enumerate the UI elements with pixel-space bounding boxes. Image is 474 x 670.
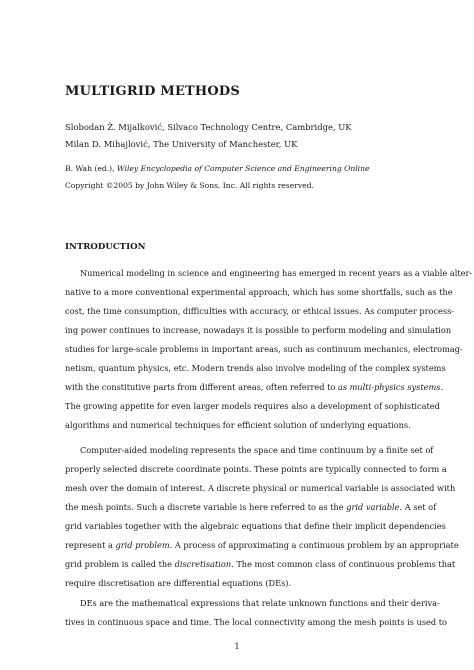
body-line: ing power continues to increase, nowadays it is possible to perform modeling and simulation [65,325,452,335]
body-line: The growing appetite for even larger models requires also a development of sophisticated [65,401,440,411]
citation-editor: B. Wah (ed.), [65,164,117,173]
body-line: grid variables together with the algebraic equations that define their implicit dependencies [65,521,446,531]
author-line: Milan D. Mihajlović, The University of Manchester, UK [65,139,298,149]
body-line: properly selected discrete coordinate points. These points are typically connected to form a [65,464,447,474]
body-line: require discretisation are differential equations (DEs). [65,578,292,588]
body-line: algorithms and numerical techniques for efficient solution of underlying equations. [65,420,411,430]
paper-title: MULTIGRID METHODS [65,84,240,99]
body-line: the mesh points. Such a discrete variable is here referred to as the grid variable. A set of [65,502,437,512]
citation-source: Wiley Encyclopedia of Computer Science and Engineering Online [116,164,370,173]
body-line: with the constitutive parts from different areas, often referred to as multi-physics systems. [65,382,444,392]
page-number: 1 [234,641,240,651]
body-line: studies for large-scale problems in important areas, such as continuum mechanics, electromag- [65,344,463,354]
body-line: tives in continuous space and time. The local connectivity among the mesh points is used to [65,617,447,627]
body-line: represent a grid problem. A process of approximating a continuous problem by an appropriate [65,540,459,550]
citation-line [65,164,369,173]
body-line: grid problem is called the discretisation. The most common class of continuous problems that [65,559,456,569]
body-line: native to a more conventional experimental approach, which has some shortfalls, such as the [65,287,453,297]
body-line: Numerical modeling in science and engineering has emerged in recent years as a viable alter- [80,268,473,278]
body-line: DEs are the mathematical expressions that relate unknown functions and their deriva- [80,598,440,608]
copyright-line: Copyright ©2005 by John Wiley & Sons, Inc. All rights reserved. [65,181,314,190]
body-line: netism, quantum physics, etc. Modern trends also involve modeling of the complex systems [65,363,446,373]
body-line: Computer-aided modeling represents the space and time continuum by a finite set of [80,445,434,455]
section-heading: INTRODUCTION [65,242,146,252]
body-line: cost, the time consumption, difficulties with accuracy, or ethical issues. As computer process- [65,306,455,316]
author-line: Slobodan Ž. Mijalković, Silvaco Technology Centre, Cambridge, UK [65,122,352,132]
body-line: mesh over the domain of interest. A discrete physical or numerical variable is associated with [65,483,456,493]
